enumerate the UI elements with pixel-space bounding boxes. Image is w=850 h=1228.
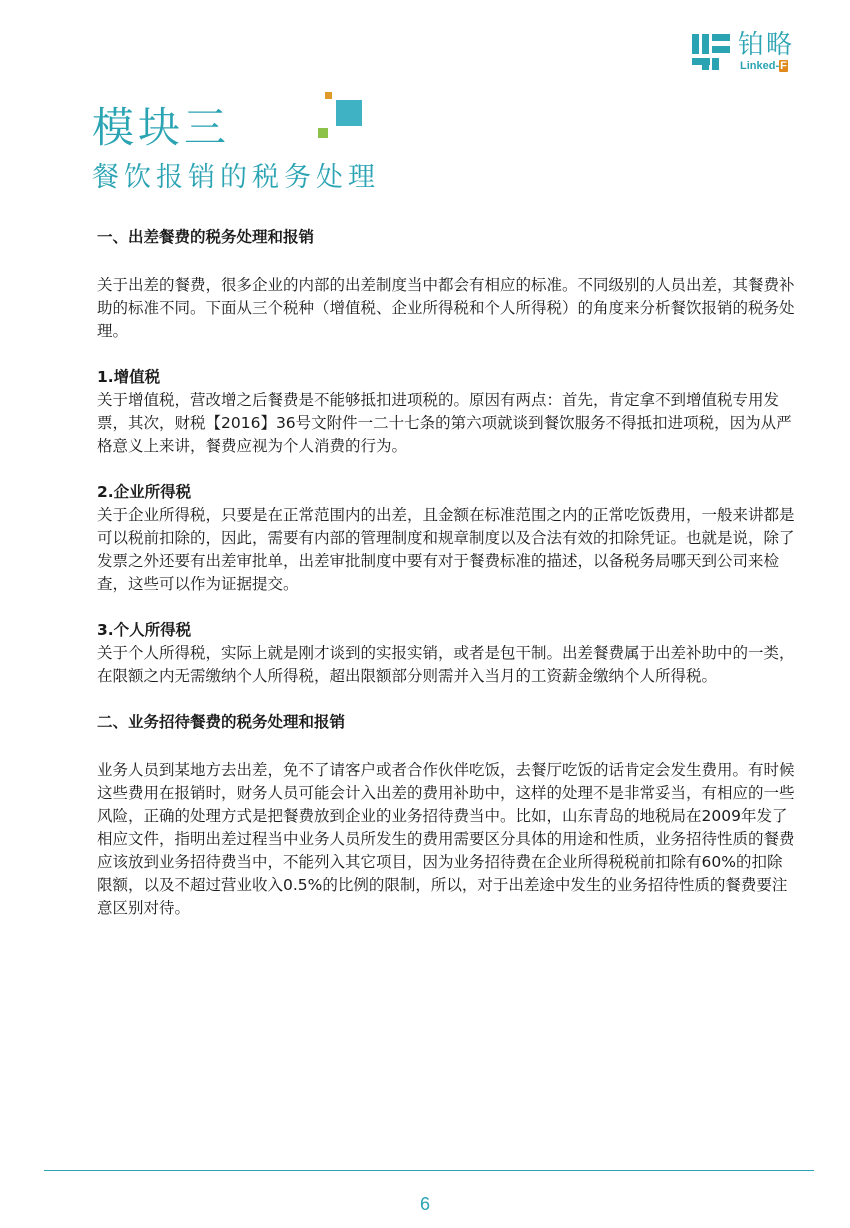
module-subtitle: 餐饮报销的税务处理 bbox=[92, 162, 380, 193]
brand-logo bbox=[690, 30, 815, 74]
logo-badge: F bbox=[780, 60, 787, 72]
subheading-iit: 3.个人所得税 bbox=[97, 621, 192, 639]
logo-sub-text bbox=[740, 60, 788, 72]
paragraph-vat: 关于增值税，营改增之后餐费是不能够抵扣进项税的。原因有两点：首先，肯定拿不到增值税专用发票，其次，财税【2016】36号文附件一二十七条的第六项就谈到餐饮服务不得抵扣进项税，因为从严格意义上来讲，餐费应视为个人消费的行为。 bbox=[97, 391, 792, 455]
logo-sub-word: Linked- bbox=[740, 60, 780, 72]
subheading-cit: 2.企业所得税 bbox=[97, 483, 192, 501]
section-heading-travel-meals: 一、出差餐费的税务处理和报销 bbox=[97, 228, 315, 246]
paragraph-iit: 关于个人所得税，实际上就是刚才谈到的实报实销，或者是包干制。出差餐费属于出差补助中的一类，在限额之内无需缴纳个人所得税，超出限额部分则需并入当月的工资薪金缴纳个人所得税。 bbox=[97, 644, 795, 685]
decorative-square-orange bbox=[325, 92, 332, 99]
paragraph-business-entertainment: 业务人员到某地方去出差，免不了请客户或者合作伙伴吃饭，去餐厅吃饭的话肯定会发生费用。有时候这些费用在报销时，财务人员可能会计入出差的费用补助中，这样的处理不是非常妥当，有相应的一些风险，正确的处理方式是把餐费放到企业的业务招待费当中。比如，山东青岛的地税局在2009年发了相应文件，指明出差过程当中业务人员所发生的费用需要区分具体的用途和性质，业务招待性质的餐费应该放到业务招待费当中，不能列入其它项目，因为业务招待费在企业所得税税前扣除有60%的扣除限额，以及不超过营业收入0.5%的比例的限制，所以，对于出差途中发生的业务招待性质的餐费要注意区别对待。 bbox=[97, 761, 795, 917]
paragraph-cit: 关于企业所得税，只要是在正常范围内的出差，且金额在标准范围之内的正常吃饭费用，一般来讲都是可以税前扣除的，因此，需要有内部的管理制度和规章制度以及合法有效的扣除凭证。也就是说，除了发票之外还要有出差审批单，出差审批制度中要有对于餐费标准的描述，以备税务局哪天到公司来检查，这些可以作为证据提交。 bbox=[97, 506, 795, 593]
logo-mark-icon bbox=[690, 32, 734, 72]
document-body bbox=[97, 226, 797, 920]
decorative-square-green bbox=[318, 128, 328, 138]
decorative-square-teal bbox=[336, 100, 362, 126]
subheading-vat: 1.增值税 bbox=[97, 368, 161, 386]
page-number: 6 bbox=[419, 1194, 430, 1214]
section-intro: 关于出差的餐费，很多企业的内部的出差制度当中都会有相应的标准。不同级别的人员出差，其餐费补助的标准不同。下面从三个税种（增值税、企业所得税和个人所得税）的角度来分析餐饮报销的税务处理。 bbox=[97, 276, 795, 340]
module-title: 模块三 bbox=[92, 103, 231, 152]
section-heading-business-entertainment: 二、业务招待餐费的税务处理和报销 bbox=[97, 713, 346, 731]
logo-brand-text: 铂略 bbox=[738, 30, 795, 60]
footer-divider bbox=[44, 1170, 814, 1171]
